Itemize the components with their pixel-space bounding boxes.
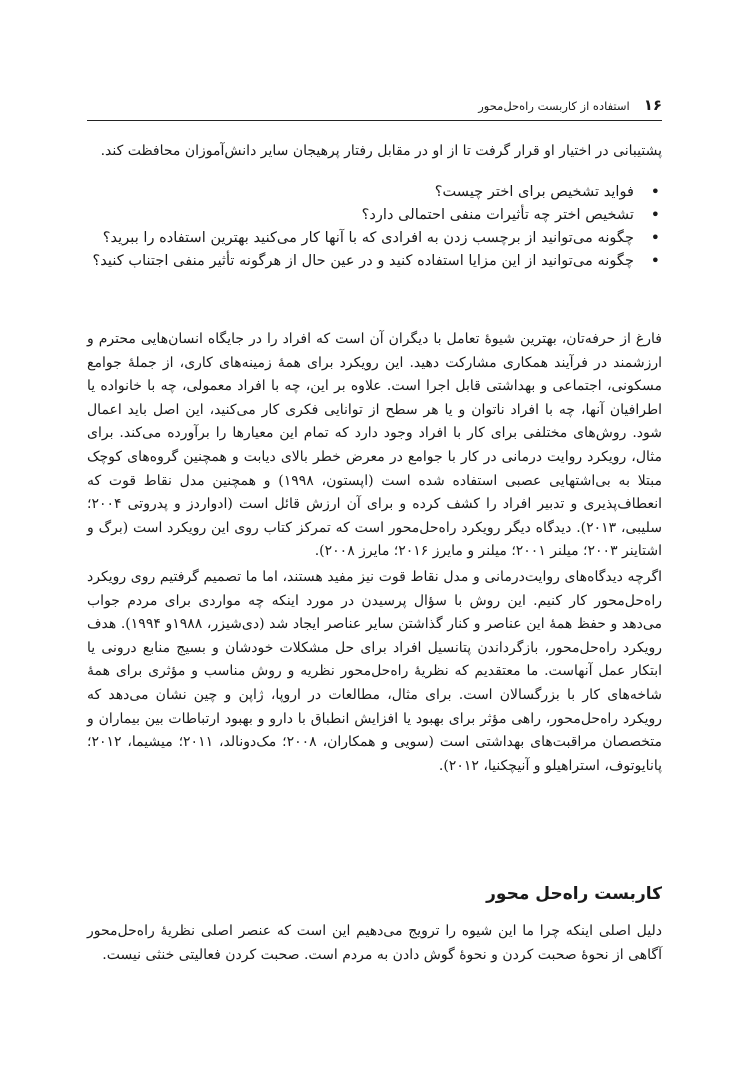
main-text xyxy=(87,328,662,780)
page-header xyxy=(87,96,662,121)
closing-paragraph: دلیل اصلی اینکه چرا ما این شیوه را ترویج می‌دهیم این است که عنصر اصلی نظریهٔ راه‌حل‌محور آگاهی از نحوهٔ صحبت کردن و نحوهٔ گوش دادن به مردم است. صحبت کردن فعالیتی خنثی نیست. xyxy=(87,923,662,963)
section-heading: کاربست راه‌حل محور xyxy=(486,884,662,904)
list-item: • چگونه می‌توانید از این مزایا استفاده کنید و در عین حال از هرگونه تأثیر منفی اجتناب کنید؟ xyxy=(80,249,640,272)
question-list xyxy=(80,180,662,272)
list-item: • تشخیص اختر چه تأثیرات منفی احتمالی دارد؟ xyxy=(80,203,640,226)
list-item: • فواید تشخیص برای اختر چیست؟ xyxy=(80,180,640,203)
running-title: استفاده از کاربست راه‌حل‌محور xyxy=(478,99,630,113)
body-paragraph: فارغ از حرفه‌تان، بهترین شیوهٔ تعامل با دیگران آن است که افراد را در جایگاه انسان‌هایی محترم و ارزشمند در فرآیند همکاری مشارکت دهید. این رویکرد برای همهٔ زمینه‌های کاری، از جملهٔ جوامع مسکونی، اجتماعی و بهداشتی قابل اجرا است. علاوه بر این، چه با افراد معمولی، چه با خانواده یا اطرافیان آنها، چه با افراد ناتوان و یا هر سطح از توانایی فکری کار می‌کنید، این اصل باید اعمال شود. روش‌های مختلفی برای کار با افراد وجود دارد که تمام این معیارها را برآورده می‌کند. برای مثال، رویکرد روایت درمانی در کار با جوامع در معرض خطر بالای دیابت و همچنین گروه‌های کوچک مبتلا به بی‌اشتهایی عصبی استفاده شده است (اپستون، ۱۹۹۸) و همچنین مدل نقاط قوت که انعطاف‌پذیری و تدبیر افراد را کشف کرده و برای آن ارزش قائل است (ادواردز و پدروتی ۲۰۰۴؛ سلیبی، ۲۰۱۳). دیدگاه دیگر رویکرد راه‌حل‌محور است که تمرکز کتاب روی این رویکرد است (برگ و اشتاینر ۲۰۰۳؛ میلنر ۲۰۰۱؛ میلنر و مایرز ۲۰۱۶؛ مایرز ۲۰۰۸). xyxy=(87,331,662,560)
body-paragraph: اگرچه دیدگاه‌های روایت‌درمانی و مدل نقاط قوت نیز مفید هستند، اما ما تصمیم گرفتیم روی رویکرد راه‌حل‌محور کار کنیم. این روش با سؤال پرسیدن در مورد اینکه چه مواردی برای مردم جواب می‌دهد و حفظ همهٔ این عناصر و کنار گذاشتن سایر عناصر ایجاد شد (دی‌شیزر، ۱۹۸۸و ۱۹۹۴). هدف رویکرد راه‌حل‌محور، بازگرداندن پتانسیل افراد برای حل مشکلات خودشان و بسیج منابع درونی یا ابتکار عمل آنهاست. ما معتقدیم که نظریهٔ راه‌حل‌محور نظریه و روش مناسب و مؤثری برای همهٔ شاخه‌های کار با بزرگسالان است. برای مثال، مطالعات در اروپا، ژاپن و چین نشان می‌دهد که رویکرد راه‌حل‌محور، راهی مؤثر برای بهبود یا افزایش انطباق با دارو و بهبود ارتباطات بین بیماران و متخصصان مراقبت‌های بهداشتی است (سویی و همکاران، ۲۰۰۸؛ مک‌دونالد، ۲۰۱۱؛ میشیما، ۲۰۱۲؛ پانایوتوف، استراهیلو و آنیچکنیا، ۲۰۱۲). xyxy=(87,568,662,774)
list-item: • چگونه می‌توانید از برچسب زدن به افرادی که با آنها کار می‌کنید بهترین استفاده را ببرید؟ xyxy=(80,226,640,249)
page-number: ۱۶ xyxy=(643,96,662,114)
intro-paragraph: پشتیبانی در اختیار او قرار گرفت تا از او در مقابل رفتار پرهیجان سایر دانش‌آموزان محافظت کند. xyxy=(100,143,662,159)
